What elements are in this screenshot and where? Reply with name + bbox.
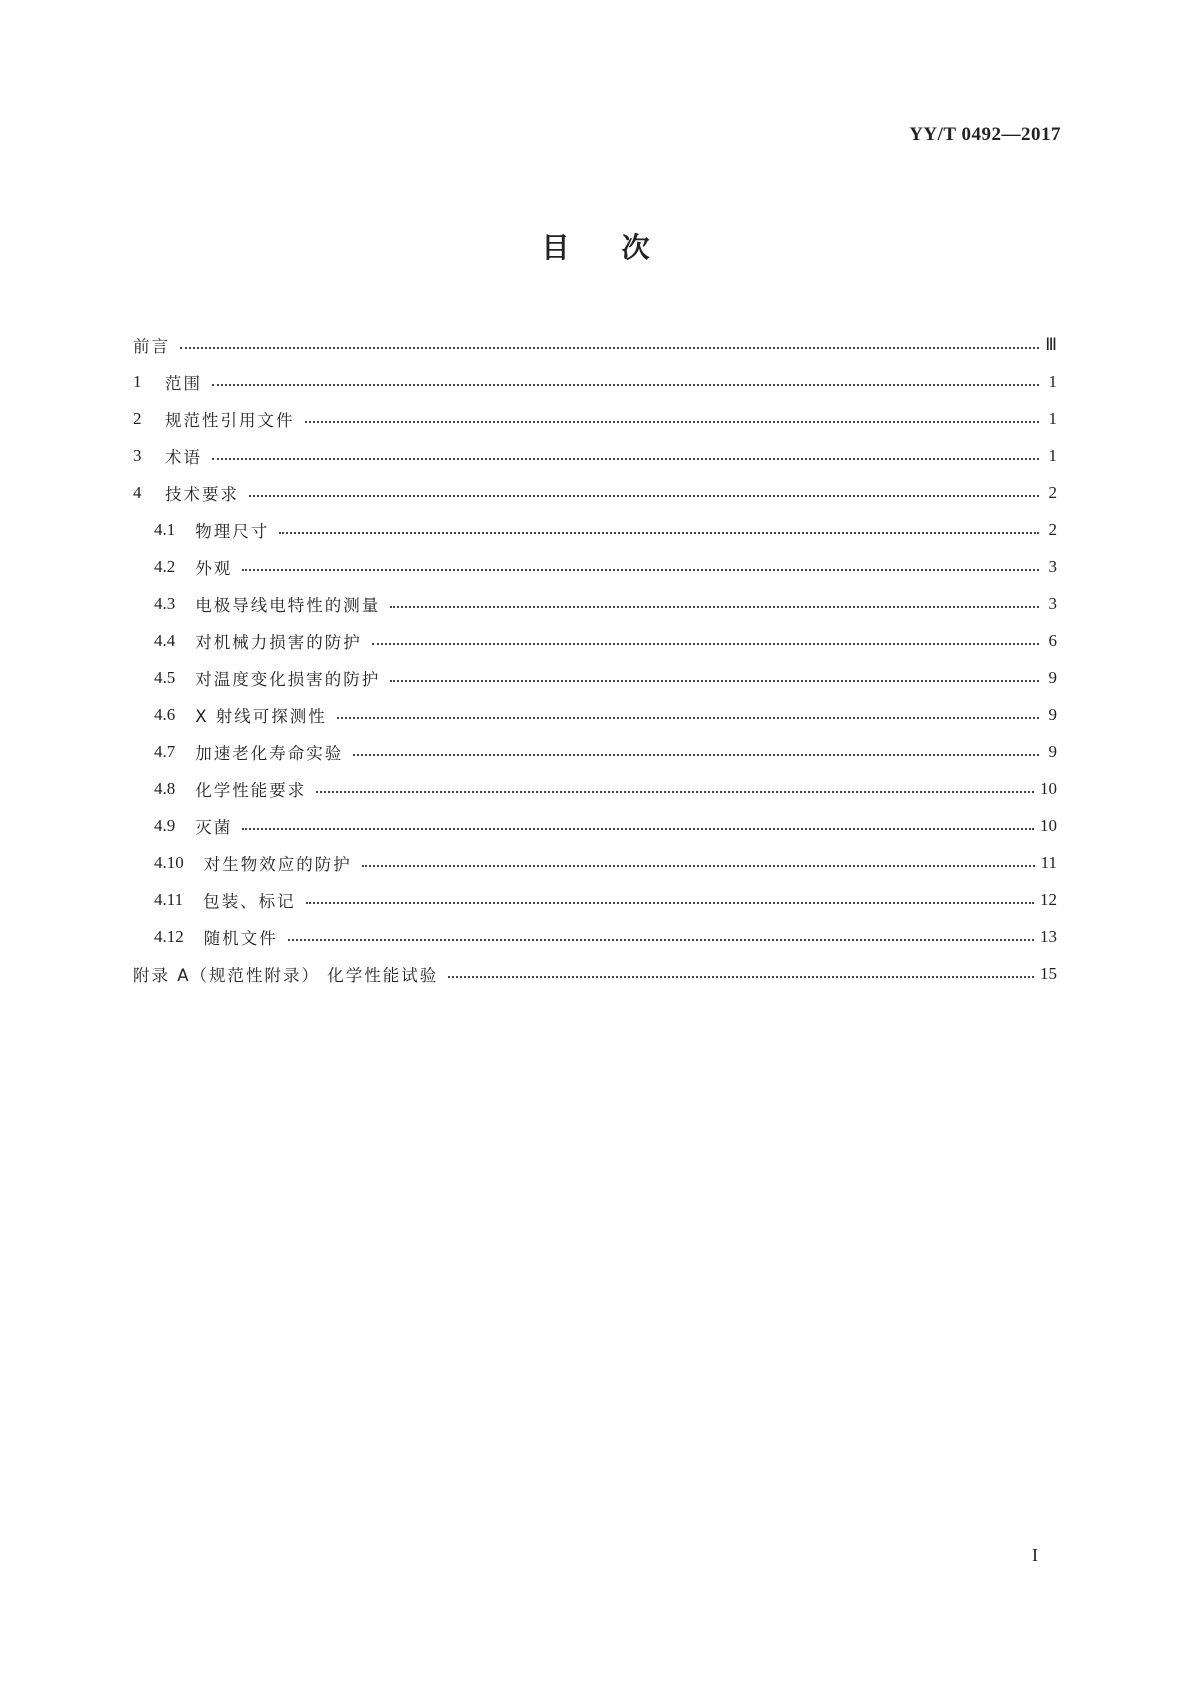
toc-entry-4-12[interactable] [133, 918, 1057, 955]
toc-entry-label: 化学性能要求 [195, 780, 307, 800]
dot-leader [316, 791, 1034, 793]
dot-leader [288, 939, 1034, 941]
dot-leader [279, 532, 1039, 534]
toc-entry-2[interactable] [133, 400, 1057, 437]
dot-leader [390, 606, 1039, 608]
dot-leader [212, 458, 1039, 460]
page-number: I [1032, 1545, 1038, 1565]
toc-entry-number: 4.9 [154, 815, 176, 835]
document-code: YY/T 0492—2017 [909, 124, 1061, 145]
toc-entry-page: 10 [1040, 778, 1057, 798]
toc-entry-page: 12 [1040, 889, 1057, 909]
toc-entry-label: 对机械力损害的防护 [195, 632, 362, 652]
toc-entry-number: 4.8 [154, 778, 176, 798]
toc-entry-label: 对生物效应的防护 [203, 854, 352, 874]
toc-entry-label: 外观 [195, 558, 233, 578]
toc-entry-number: 4.3 [154, 593, 176, 613]
toc-entry-page: 10 [1040, 815, 1057, 835]
toc-entry-label: 前言 [133, 336, 170, 356]
toc-entry-label: 随机文件 [203, 928, 278, 948]
toc-entry-number: 4.2 [154, 556, 176, 576]
dot-leader [180, 347, 1039, 349]
table-of-contents [133, 326, 1057, 992]
toc-entry-number: 4 [133, 482, 142, 502]
toc-entry-label: 加速老化寿命实验 [195, 743, 344, 763]
dot-leader [212, 384, 1039, 386]
toc-entry-4-8[interactable] [133, 770, 1057, 807]
toc-entry-page: 3 [1048, 593, 1057, 613]
toc-entry-4[interactable] [133, 474, 1057, 511]
dot-leader [362, 865, 1035, 867]
toc-entry-4-3[interactable] [133, 585, 1057, 622]
toc-entry-annex-a[interactable] [133, 955, 1057, 992]
toc-entry-page: 9 [1048, 704, 1057, 724]
toc-entry-label: 技术要求 [165, 484, 239, 504]
dot-leader [337, 717, 1039, 719]
toc-entry-number: 4.4 [154, 630, 176, 650]
toc-entry-label: 包装、标记 [203, 891, 296, 911]
toc-entry-page: 9 [1048, 741, 1057, 761]
toc-entry-label: 附录 A（规范性附录） 化学性能试验 [133, 965, 439, 985]
toc-entry-page: 3 [1048, 556, 1057, 576]
toc-entry-number: 4.7 [154, 741, 176, 761]
toc-entry-page: 9 [1048, 667, 1057, 687]
toc-entry-page: 2 [1048, 519, 1057, 539]
toc-entry-number: 1 [133, 371, 142, 391]
dot-leader [390, 680, 1039, 682]
toc-entry-label: 灭菌 [195, 817, 233, 837]
toc-entry-page: Ⅲ [1045, 334, 1057, 354]
dot-leader [242, 828, 1034, 830]
toc-entry-number: 3 [133, 445, 142, 465]
dot-leader [249, 495, 1039, 497]
toc-entry-4-4[interactable] [133, 622, 1057, 659]
dot-leader [305, 421, 1040, 423]
toc-entry-4-5[interactable] [133, 659, 1057, 696]
toc-entry-number: 2 [133, 408, 142, 428]
toc-entry-page: 11 [1040, 852, 1057, 872]
toc-entry-number: 4.5 [154, 667, 176, 687]
toc-entry-number: 4.11 [154, 889, 184, 909]
toc-entry-4-7[interactable] [133, 733, 1057, 770]
toc-entry-page: 13 [1040, 926, 1057, 946]
dot-leader [242, 569, 1039, 571]
toc-entry-page: 2 [1048, 482, 1057, 502]
toc-entry-label: X 射线可探测性 [195, 706, 327, 726]
toc-entry-4-10[interactable] [133, 844, 1057, 881]
dot-leader [306, 902, 1034, 904]
toc-entry-number: 4.6 [154, 704, 176, 724]
dot-leader [448, 976, 1034, 978]
page-title: 目次 [541, 231, 702, 264]
dot-leader [353, 754, 1039, 756]
toc-entry-4-2[interactable] [133, 548, 1057, 585]
toc-entry-label: 物理尺寸 [195, 521, 270, 541]
toc-entry-page: 15 [1040, 963, 1057, 983]
toc-entry-4-9[interactable] [133, 807, 1057, 844]
toc-entry-page: 6 [1048, 630, 1057, 650]
toc-entry-4-1[interactable] [133, 511, 1057, 548]
toc-entry-label: 规范性引用文件 [165, 410, 295, 430]
toc-entry-foreword[interactable] [133, 326, 1057, 363]
toc-entry-1[interactable] [133, 363, 1057, 400]
toc-entry-number: 4.1 [154, 519, 176, 539]
toc-entry-3[interactable] [133, 437, 1057, 474]
toc-entry-page: 1 [1048, 408, 1057, 428]
toc-entry-4-6[interactable] [133, 696, 1057, 733]
toc-entry-label: 电极导线电特性的测量 [195, 595, 381, 615]
toc-entry-label: 范围 [165, 373, 202, 393]
toc-entry-number: 4.12 [154, 926, 184, 946]
toc-entry-4-11[interactable] [133, 881, 1057, 918]
toc-entry-label: 术语 [165, 447, 202, 467]
toc-entry-label: 对温度变化损害的防护 [195, 669, 381, 689]
dot-leader [372, 643, 1039, 645]
toc-entry-number: 4.10 [154, 852, 184, 872]
toc-entry-page: 1 [1048, 371, 1057, 391]
toc-entry-page: 1 [1048, 445, 1057, 465]
